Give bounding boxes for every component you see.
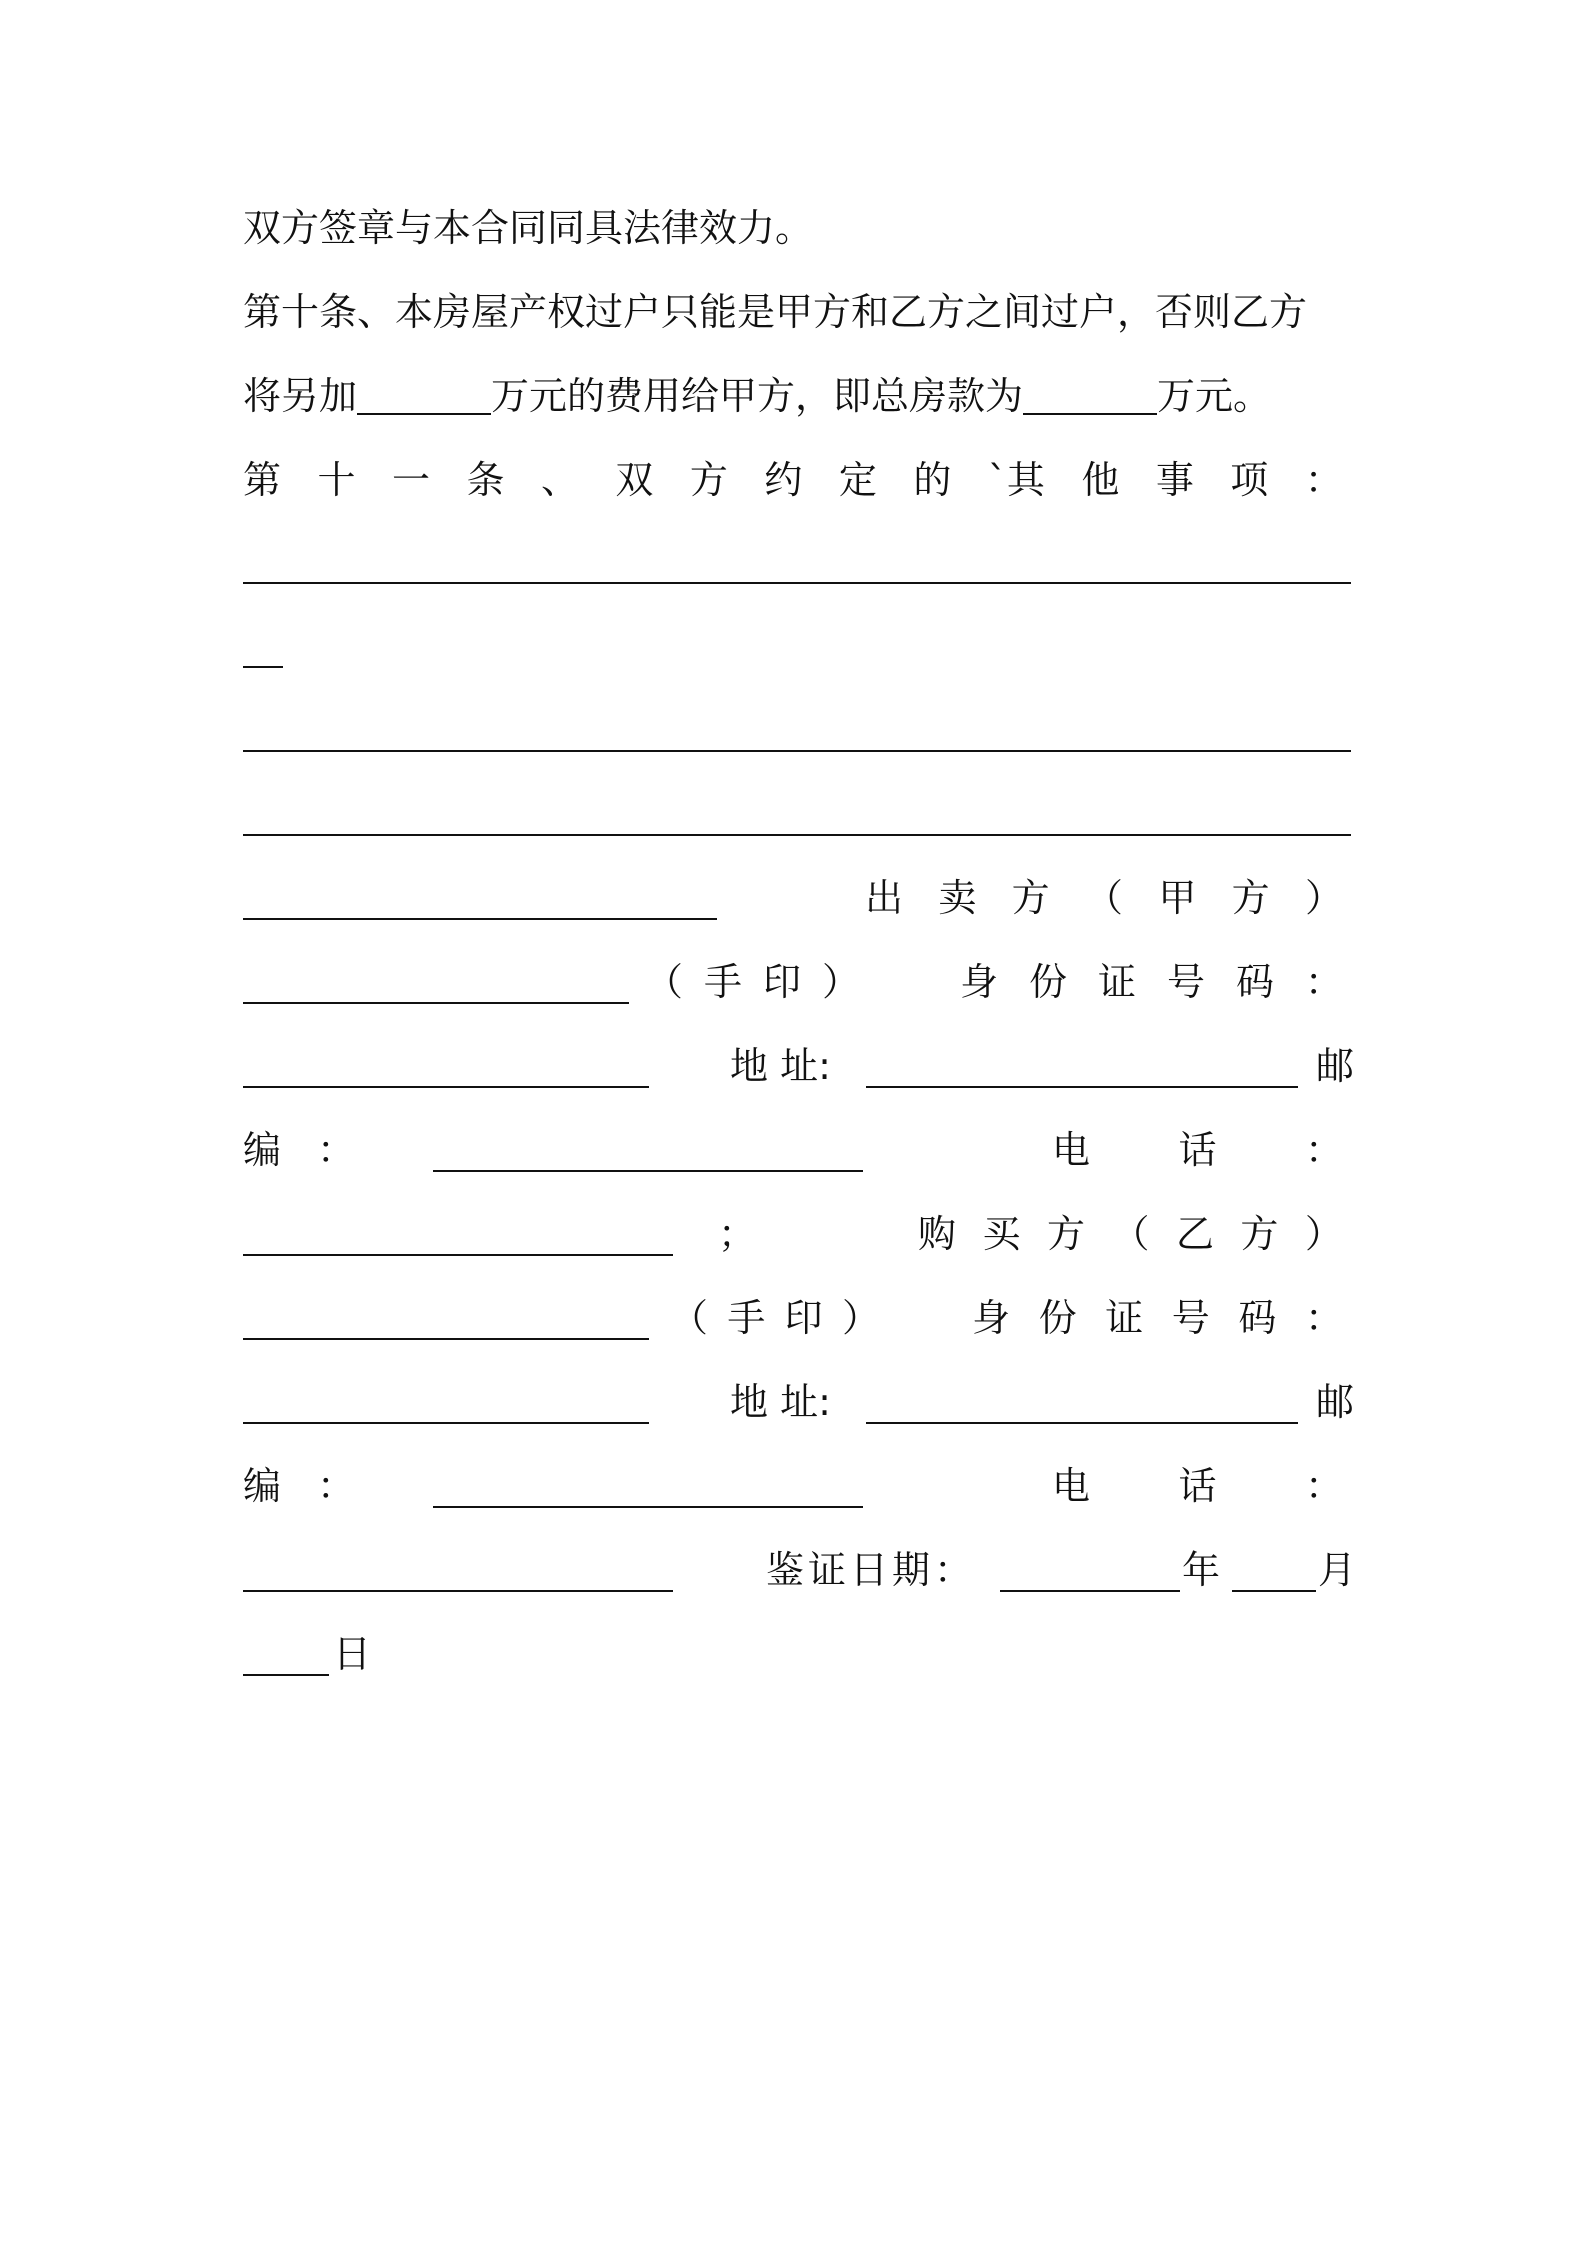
clause-eleven-heading-char: 约 [764,458,803,502]
buyer-handprint-char: 手 [727,1296,766,1340]
buyer-title-char: 乙 [1175,1212,1214,1256]
other-matters-rule-1[interactable] [243,582,1351,584]
clause-eleven-heading-char: 事 [1155,458,1194,502]
buyer-phone-char: ： [1304,1464,1343,1508]
seller-phone-label [1052,1120,1343,1180]
other-matters-rule-4[interactable] [243,918,717,920]
clause-nine-tail [243,198,1353,258]
seller-title-char: 卖 [938,876,977,920]
buyer-address-blank[interactable] [866,1422,1298,1424]
verify-month-blank[interactable] [1232,1590,1316,1592]
seller-postcode-blank[interactable] [433,1170,863,1172]
other-matters-rule-1-tail[interactable] [243,666,283,668]
seller-title-char: ） [1304,876,1343,920]
seller-postcode-char: 编 [243,1128,282,1172]
clause-eleven-heading-char: 方 [689,458,728,502]
buyer-id-label-char: 码 [1238,1296,1277,1340]
seller-id-label-char: 码 [1235,960,1274,1004]
buyer-phone-char: 话 [1178,1464,1217,1508]
clause-eleven-heading-char: 的 [913,458,952,502]
month-label: 月 [1318,1548,1357,1592]
clause-eleven-heading [243,450,1343,510]
buyer-id-label-char: 证 [1105,1296,1144,1340]
seller-title-char: （ [1084,876,1123,920]
clause-eleven-heading-char: 第 [243,458,282,502]
clause-nine-text: 双方签章与本合同同具法律效力。 [243,206,814,250]
seller-id-blank[interactable] [243,1086,649,1088]
seller-id-label-char: ： [1304,960,1343,1004]
clause-ten-line-1 [243,282,1353,342]
buyer-postcode-char: 编 [243,1464,282,1508]
seller-phone-char: 电 [1052,1128,1091,1172]
verify-day-blank[interactable] [243,1674,329,1676]
buyer-postcode-label-tail [243,1456,355,1516]
clause-ten-text: 第十条、本房屋产权过户只能是甲方和乙方之间过户，否则乙方 [243,290,1308,334]
buyer-handprint-label [670,1288,880,1348]
total-amount-blank[interactable] [1023,377,1157,415]
seller-handprint-label [645,952,860,1012]
seller-handprint-char: ） [821,960,860,1004]
day-label: 日 [333,1632,372,1676]
clause-eleven-heading-char: 十 [317,458,356,502]
buyer-id-blank[interactable] [243,1422,649,1424]
buyer-phone-char: 电 [1052,1464,1091,1508]
seller-phone-blank[interactable] [243,1254,673,1256]
seller-id-label-char: 份 [1028,960,1067,1004]
buyer-title-char: 方 [1240,1212,1279,1256]
buyer-id-label-char: 份 [1038,1296,1077,1340]
seller-id-label [960,952,1343,1012]
buyer-signature-blank[interactable] [243,1338,649,1340]
seller-title-char: 出 [865,876,904,920]
buyer-address-label: 地 址: [730,1380,831,1424]
seller-postcode-char: ： [316,1128,355,1172]
clause-eleven-heading-char: 双 [615,458,654,502]
buyer-title [918,1204,1343,1264]
clause-ten-line-2 [243,366,1353,426]
buyer-handprint-char: （ [670,1296,709,1340]
seller-title [865,868,1343,928]
buyer-id-label-char: ： [1304,1296,1343,1340]
clause-eleven-heading-char: 、 [540,458,579,502]
seller-address-label: 地 址: [730,1044,831,1088]
clause-eleven-heading-char: `其 [987,458,1045,502]
seller-title-char: 方 [1231,876,1270,920]
verify-year-blank[interactable] [1000,1590,1180,1592]
buyer-title-char: 方 [1046,1212,1085,1256]
buyer-phone-blank[interactable] [243,1590,673,1592]
extra-amount-blank[interactable] [357,377,491,415]
buyer-postcode-char: ： [316,1464,355,1508]
buyer-title-char: 买 [982,1212,1021,1256]
seller-phone-char: ： [1304,1128,1343,1172]
seller-id-label-char: 证 [1097,960,1136,1004]
clause-eleven-heading-char: 条 [466,458,505,502]
year-label: 年 [1182,1548,1221,1592]
buyer-title-char: ） [1304,1212,1343,1256]
seller-title-char: 甲 [1158,876,1197,920]
clause-eleven-heading-char: 他 [1081,458,1120,502]
seller-handprint-char: 手 [703,960,742,1004]
verify-date-label: 鉴证日期： [766,1548,977,1592]
buyer-handprint-char: ） [841,1296,880,1340]
buyer-id-label-char: 号 [1171,1296,1210,1340]
seller-id-label-char: 身 [960,960,999,1004]
seller-postcode-label-head: 邮 [1316,1044,1355,1088]
seller-title-char: 方 [1011,876,1050,920]
clause-ten-extra-label: 将另加 [243,374,358,418]
clause-eleven-heading-char: 一 [391,458,430,502]
clause-eleven-heading-char: ： [1304,458,1343,502]
buyer-postcode-blank[interactable] [433,1506,863,1508]
buyer-handprint-char: 印 [784,1296,823,1340]
semicolon: ； [718,1212,757,1256]
buyer-title-char: 购 [918,1212,957,1256]
seller-handprint-char: （ [645,960,684,1004]
clause-ten-unit: 万元。 [1157,374,1272,418]
clause-eleven-heading-char: 定 [838,458,877,502]
seller-id-label-char: 号 [1166,960,1205,1004]
buyer-title-char: （ [1111,1212,1150,1256]
clause-eleven-heading-char: 项 [1230,458,1269,502]
seller-signature-blank[interactable] [243,1002,629,1004]
other-matters-rule-2[interactable] [243,750,1351,752]
buyer-id-label [972,1288,1343,1348]
buyer-postcode-label-head: 邮 [1316,1380,1355,1424]
buyer-id-label-char: 身 [972,1296,1011,1340]
seller-phone-char: 话 [1178,1128,1217,1172]
seller-address-blank[interactable] [866,1086,1298,1088]
seller-postcode-label-tail [243,1120,355,1180]
other-matters-rule-3[interactable] [243,834,1351,836]
seller-handprint-char: 印 [762,960,801,1004]
buyer-phone-label [1052,1456,1343,1516]
clause-ten-total-label: 万元的费用给甲方，即总房款为 [491,374,1024,418]
